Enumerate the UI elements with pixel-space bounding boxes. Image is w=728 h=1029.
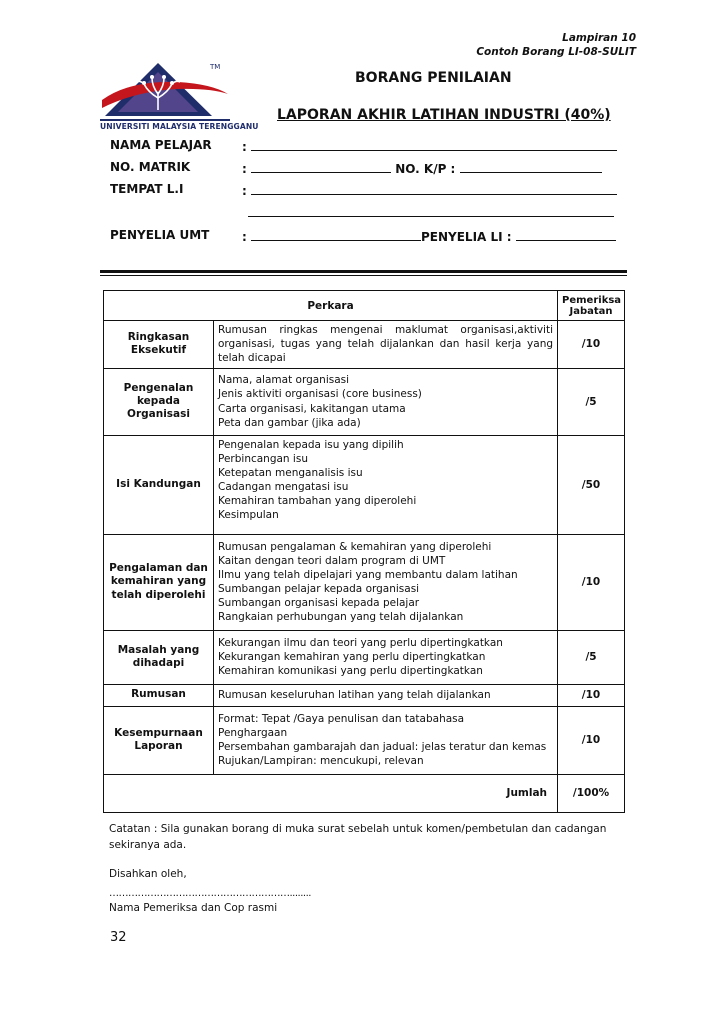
table-row (104, 706, 625, 774)
divider-thin (100, 275, 627, 276)
row-line: Rumusan pengalaman & kemahiran yang diperolehi (218, 540, 492, 553)
appendix-label: Lampiran 10 (562, 32, 636, 44)
no-kp-blank[interactable] (460, 160, 602, 173)
row-line: Jenis aktiviti organisasi (core business) (218, 388, 422, 401)
table-row (104, 534, 625, 630)
row-score[interactable]: /10 (558, 684, 625, 706)
form-code: Contoh Borang LI-08-SULIT (476, 46, 636, 58)
row-description: Rumusan keseluruhan latihan yang telah dijalankan (214, 684, 558, 706)
table-row (104, 630, 625, 684)
row-category: Pengenalan kepada Organisasi (104, 368, 214, 435)
table-header-row (104, 291, 625, 321)
row-line: Carta organisasi, kakitangan utama (218, 402, 406, 415)
row-line: Kesimpulan (218, 509, 279, 522)
row-line: Peta dan gambar (jika ada) (218, 416, 361, 429)
row-description (214, 534, 558, 630)
tempat-li-blank[interactable] (251, 182, 617, 195)
row-line: Persembahan gambarajah dan jadual: jelas teratur dan kemas (218, 741, 547, 754)
row-line: Sumbangan organisasi kepada pelajar (218, 597, 420, 610)
row-line: Kaitan dengan teori dalam program di UMT (218, 554, 446, 567)
evaluation-table (103, 290, 625, 813)
colon: : (242, 162, 247, 176)
row-score[interactable]: /5 (558, 368, 625, 435)
row-line: Kemahiran tambahan yang diperolehi (218, 495, 417, 508)
no-matrik-label: NO. MATRIK (110, 160, 191, 174)
divider-thick (100, 270, 627, 273)
row-category: Pengalaman dan kemahiran yang telah diperolehi (104, 534, 214, 630)
row-line: Nama, alamat organisasi (218, 374, 350, 387)
row-description (214, 706, 558, 774)
penyelia-li-blank[interactable] (516, 228, 616, 241)
nama-pelajar-blank[interactable] (251, 138, 617, 151)
table-row (104, 684, 625, 706)
umt-logo (100, 58, 260, 138)
page-number: 32 (110, 930, 127, 945)
row-line: Format: Tepat /Gaya penulisan dan tatabahasa (218, 712, 465, 725)
row-line: Penghargaan (218, 726, 288, 739)
row-score[interactable]: /5 (558, 630, 625, 684)
tempat-li-label: TEMPAT L.I (110, 182, 184, 196)
header-pemeriksa: Pemeriksa Jabatan (558, 291, 625, 321)
colon: : (242, 140, 247, 154)
university-name: UNIVERSITI MALAYSIA TERENGGANU (100, 122, 259, 131)
row-category: Kesempurnaan Laporan (104, 706, 214, 774)
colon: : (242, 230, 247, 244)
no-kp-label: NO. K/P : (395, 162, 456, 176)
penyelia-umt-blank[interactable] (251, 228, 421, 241)
row-category: Rumusan (104, 684, 214, 706)
row-score[interactable]: /10 (558, 534, 625, 630)
trademark-mark: TM (210, 63, 221, 71)
row-category: Ringkasan Eksekutif (104, 321, 214, 369)
row-line: Rangkaian perhubungan yang telah dijalankan (218, 611, 464, 624)
nama-pelajar-label: NAMA PELAJAR (110, 138, 212, 152)
row-line: Sumbangan pelajar kepada organisasi (218, 583, 420, 596)
total-label: Jumlah (104, 774, 558, 812)
penyelia-li-label: PENYELIA LI : (421, 230, 512, 244)
form-subtitle: LAPORAN AKHIR LATIHAN INDUSTRI (40%) (277, 107, 611, 123)
row-score[interactable]: /50 (558, 435, 625, 534)
row-score[interactable]: /10 (558, 321, 625, 369)
row-line: Rujukan/Lampiran: mencukupi, relevan (218, 755, 424, 768)
table-row (104, 321, 625, 369)
row-line: Cadangan mengatasi isu (218, 481, 349, 494)
tempat-li-blank-2[interactable] (248, 204, 614, 217)
row-line: Kekurangan kemahiran yang perlu dipertingkatkan (218, 650, 486, 663)
row-line: Kekurangan ilmu dan teori yang perlu dipertingkatkan (218, 636, 503, 649)
row-score[interactable]: /10 (558, 706, 625, 774)
row-category: Isi Kandungan (104, 435, 214, 534)
nama-pemeriksa-label: Nama Pemeriksa dan Cop rasmi (109, 902, 278, 914)
catatan-note: Catatan : Sila gunakan borang di muka surat sebelah untuk komen/pembetulan dan cadangan sekiranya ada. (109, 823, 607, 851)
row-description: Rumusan ringkas mengenai maklumat organisasi,aktiviti organisasi, tugas yang telah dijalankan dan hasil kerja yang telah dicapai (214, 321, 558, 369)
row-line: Ketepatan menganalisis isu (218, 466, 363, 479)
row-description (214, 368, 558, 435)
total-score[interactable]: /100% (558, 774, 625, 812)
table-row (104, 435, 625, 534)
penyelia-umt-label: PENYELIA UMT (110, 228, 210, 242)
header-perkara: Perkara (104, 291, 558, 321)
row-line: Pengenalan kepada isu yang dipilih (218, 438, 404, 451)
table-total-row (104, 774, 625, 812)
disahkan-label: Disahkan oleh, (109, 868, 187, 880)
row-description (214, 435, 558, 534)
colon: : (242, 184, 247, 198)
row-line: Ilmu yang telah dipelajari yang membantu dalam latihan (218, 568, 518, 581)
row-category: Masalah yang dihadapi (104, 630, 214, 684)
row-description (214, 630, 558, 684)
form-title: BORANG PENILAIAN (355, 70, 512, 86)
no-matrik-blank[interactable] (251, 160, 391, 173)
row-line: Perbincangan isu (218, 452, 308, 465)
row-line: Kemahiran komunikasi yang perlu dipertingkatkan (218, 665, 483, 678)
signature-dots[interactable]: …………………………………………………........ (109, 888, 311, 899)
table-row (104, 368, 625, 435)
